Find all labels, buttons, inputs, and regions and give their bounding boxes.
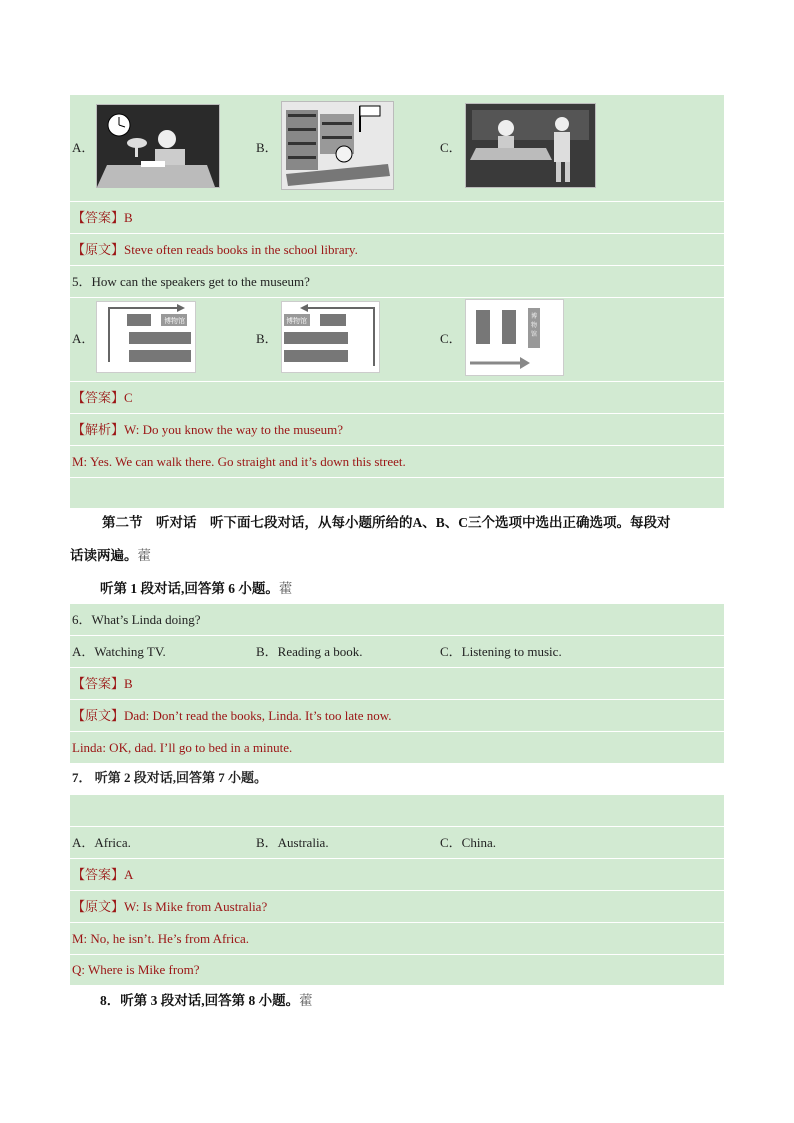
q4-answer-row xyxy=(70,201,724,233)
q6-dialogue-row-2 xyxy=(70,731,724,763)
q7-answer: A xyxy=(124,867,134,882)
q6-answer-row xyxy=(70,667,724,699)
q6-options-row xyxy=(70,635,724,667)
q5-answer-row xyxy=(70,381,724,413)
answer-tag: 【答案】 xyxy=(72,867,125,882)
source-tag: 【原文】 xyxy=(72,899,125,914)
q6-answer: B xyxy=(124,676,133,691)
q4-option-a-label: A． xyxy=(72,140,95,155)
route-map-c xyxy=(466,300,563,375)
q4-answer: B xyxy=(124,210,133,225)
source-tag: 【原文】 xyxy=(72,708,125,723)
dialog-1-heading-text: 听第 1 段对话,回答第 6 小题。 xyxy=(100,581,279,596)
q6-question-row xyxy=(70,603,724,635)
q5-map-c-museum-label: 博物馆 xyxy=(531,313,538,338)
q6-option-a: A．Watching TV. xyxy=(72,644,166,659)
q6-dialogue-line-1: Dad: Don’t read the books, Linda. It’s too late now. xyxy=(124,708,392,723)
dialog-1-heading xyxy=(70,575,724,603)
q4-picture-c xyxy=(465,103,596,188)
q5-question: 5．How can the speakers get to the museum? xyxy=(72,274,310,289)
library-illustration xyxy=(282,102,393,189)
q7-source-row xyxy=(70,890,724,922)
q7-dialogue-line-2: M: No, he isn’t. He’s from Africa. xyxy=(72,931,250,946)
q5-dialogue-line-2: M: Yes. We can walk there. Go straight and it’s down this street. xyxy=(72,454,406,469)
q4-picture-b xyxy=(281,101,394,190)
q5-blank-row xyxy=(70,477,724,508)
q4-picture-a xyxy=(96,104,220,188)
classroom-illustration xyxy=(466,104,595,187)
q7-dialogue-row-2 xyxy=(70,922,724,954)
q6-dialogue-line-2: Linda: OK, dad. I’ll go to bed in a minute. xyxy=(72,740,293,755)
answer-tag: 【答案】 xyxy=(72,210,125,225)
answer-tag: 【答案】 xyxy=(72,676,125,691)
watermark-mark: 藿 xyxy=(137,548,151,563)
q7-answer-row xyxy=(70,858,724,890)
route-map-a xyxy=(97,302,195,372)
q8-heading xyxy=(70,987,724,1015)
source-tag: 【原文】 xyxy=(72,242,125,257)
q4-option-b-label: B． xyxy=(256,140,278,155)
q4-source-text: Steve often reads books in the school library. xyxy=(124,242,358,257)
q6-option-c: C．Listening to music. xyxy=(440,644,562,659)
q5-map-b-museum-label: 博物馆 xyxy=(286,317,307,325)
q5-answer: C xyxy=(124,390,133,405)
q5-dialogue-line-1: W: Do you know the way to the museum? xyxy=(124,422,344,437)
q5-map-b xyxy=(281,301,380,373)
q7-dialogue-line-3: Q: Where is Mike from? xyxy=(72,962,200,977)
q7-option-a: A．Africa. xyxy=(72,835,131,850)
q5-option-a-label: A． xyxy=(72,331,95,346)
study-at-home-illustration xyxy=(97,105,219,187)
q5-map-a xyxy=(96,301,196,373)
section-2-heading xyxy=(70,509,724,537)
section-2-line-1: 第二节 听对话 听下面七段对话，从每小题所给的A、B、C三个选项中选出正确选项。每段对 xyxy=(102,515,671,530)
q5-analysis-row xyxy=(70,413,724,445)
q6-option-b: B．Reading a book. xyxy=(256,644,363,659)
q5-map-c xyxy=(465,299,564,376)
route-map-b xyxy=(282,302,379,372)
watermark-mark: 藿 xyxy=(278,581,293,596)
q7-heading-row xyxy=(70,763,724,793)
q5-map-a-museum-label: 博物馆 xyxy=(164,317,185,325)
q8-heading-text: 8．听第 3 段对话,回答第 8 小题。 xyxy=(100,993,300,1008)
watermark-mark: 藿 xyxy=(299,993,313,1008)
q7-dialogue-row-3 xyxy=(70,954,724,985)
q4-source-row xyxy=(70,233,724,265)
q7-heading: 7． 听第 2 段对话,回答第 7 小题。 xyxy=(72,770,268,785)
q6-question: 6．What’s Linda doing? xyxy=(72,612,201,627)
section-2-heading-cont xyxy=(70,542,724,570)
q7-blank-row xyxy=(70,794,724,826)
q5-question-row xyxy=(70,265,724,297)
answer-tag: 【答案】 xyxy=(72,390,125,405)
q7-option-b: B．Australia. xyxy=(256,835,329,850)
q7-dialogue-line-1: W: Is Mike from Australia? xyxy=(124,899,268,914)
q7-option-c: C．China. xyxy=(440,835,496,850)
q7-options-row xyxy=(70,826,724,858)
q5-option-c-label: C． xyxy=(440,331,462,346)
analysis-tag: 【解析】 xyxy=(72,422,125,437)
section-2-line-2: 话读两遍。 xyxy=(70,548,138,563)
q6-source-row xyxy=(70,699,724,731)
q4-option-c-label: C． xyxy=(440,140,462,155)
q5-option-b-label: B． xyxy=(256,331,278,346)
q5-dialogue-row-2 xyxy=(70,445,724,477)
